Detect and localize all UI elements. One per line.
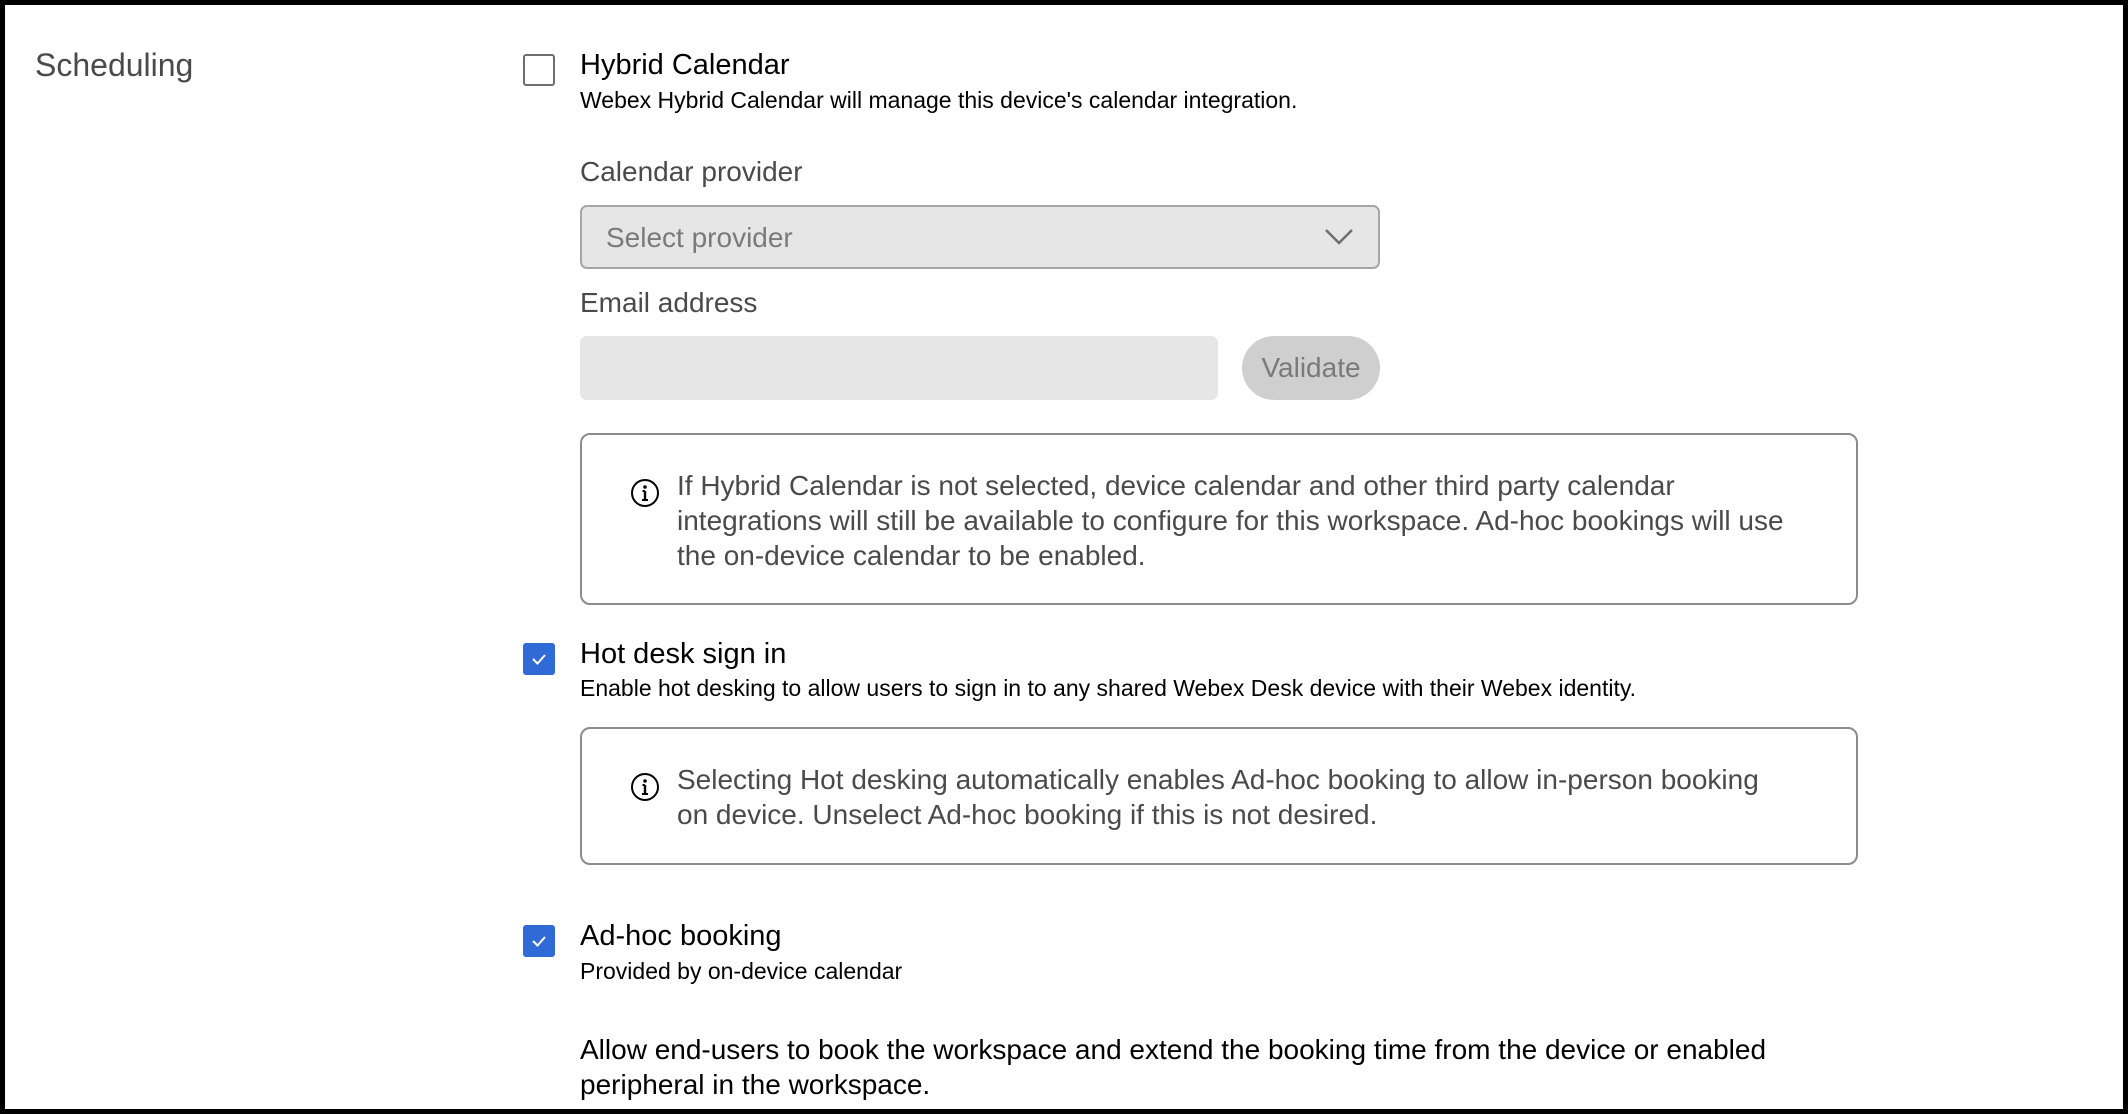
section-title: Scheduling <box>35 47 194 83</box>
info-circle-icon <box>630 772 660 802</box>
adhoc-booking-checkbox[interactable] <box>523 925 555 957</box>
adhoc-booking-description: Provided by on-device calendar <box>580 958 903 984</box>
calendar-provider-label: Calendar provider <box>580 156 803 187</box>
hot-desk-info-text: Selecting Hot desking automatically enables Ad-hoc booking to allow in-person booking on device. Unselect Ad-hoc booking if this is not desired. <box>677 764 1759 830</box>
checkmark-icon <box>529 931 549 951</box>
validate-button[interactable]: Validate <box>1242 336 1380 400</box>
hybrid-calendar-description: Webex Hybrid Calendar will manage this device's calendar integration. <box>580 87 1298 113</box>
hybrid-calendar-title: Hybrid Calendar <box>580 49 790 81</box>
adhoc-booking-title: Ad-hoc booking <box>580 920 782 952</box>
hot-desk-checkbox[interactable] <box>523 643 555 675</box>
calendar-provider-select[interactable] <box>580 205 1380 269</box>
info-circle-icon <box>630 478 660 508</box>
hot-desk-title: Hot desk sign in <box>580 638 787 670</box>
email-address-input[interactable] <box>580 336 1218 400</box>
hybrid-calendar-info-box <box>580 433 1858 605</box>
adhoc-booking-long-description: Allow end-users to book the workspace and extend the booking time from the device or enabled peripheral in the workspace. <box>580 1034 1767 1100</box>
checkmark-icon <box>529 649 549 669</box>
calendar-provider-placeholder: Select provider <box>606 222 793 253</box>
hybrid-calendar-info-text: If Hybrid Calendar is not selected, device calendar and other third party calendar integrations will still be available to configure for this workspace. Ad-hoc bookings will use the on-device calendar to be enabled. <box>677 470 1784 571</box>
chevron-down-icon <box>1324 227 1354 247</box>
hot-desk-description: Enable hot desking to allow users to sign in to any shared Webex Desk device with their Webex identity. <box>580 675 1637 701</box>
email-address-label: Email address <box>580 287 758 318</box>
hybrid-calendar-checkbox[interactable] <box>523 54 555 86</box>
hot-desk-info-box <box>580 727 1858 865</box>
